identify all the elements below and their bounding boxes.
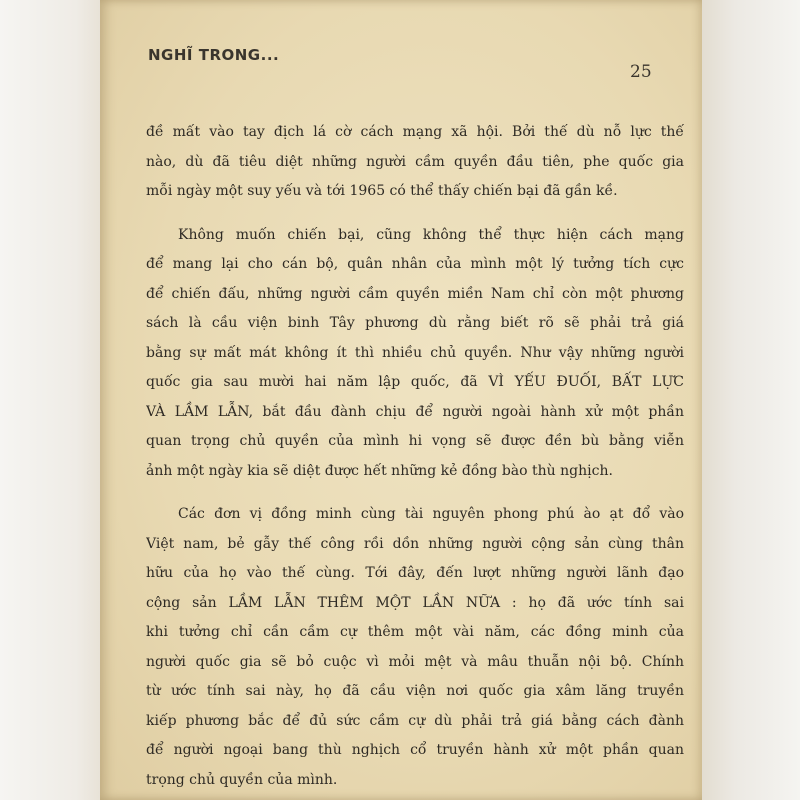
text-line: quốc gia sau mười hai năm lập quốc, đã VÌ YẾU ĐUỐI, BẤT LỰC [146,374,684,390]
text-line: mỗi ngày một suy yếu và tới 1965 có thể thấy chiến bại đã gần kề. [146,183,618,199]
text-line: quan trọng chủ quyền của mình hi vọng sẽ được đền bù bằng viễn [146,433,684,449]
text-line: để người ngoại bang thù nghịch cổ truyền hành xử một phần quan [146,742,684,758]
text-line: khi tưởng chỉ cần cầm cự thêm một vài năm, các đồng minh của [146,624,684,640]
text-line: từ ước tính sai này, họ đã cầu viện nơi quốc gia xâm lăng truyền [146,683,684,699]
book-page [100,0,702,800]
paragraph-gap [146,486,684,500]
text-line: Không muốn chiến bại, cũng không thể thực hiện cách mạng [178,226,684,243]
text-line: Các đơn vị đồng minh cùng tài nguyên phong phú ào ạt đổ vào [178,506,684,522]
paragraph-3 [146,500,684,795]
text-line: nào, dù đã tiêu diệt những người cầm quyền đầu tiên, phe quốc gia [146,153,684,170]
text-line: để mang lại cho cán bộ, quân nhân của mình một lý tưởng tích cực [146,256,684,272]
text-line: người quốc gia sẽ bỏ cuộc vì mỏi mệt và mâu thuẫn nội bộ. Chính [146,653,684,670]
text-line: hữu của họ vào thế cùng. Tới đây, đến lượt những người lãnh đạo [146,565,684,581]
text-line: trọng chủ quyền của mình. [146,771,338,788]
paragraph-2 [146,221,684,487]
text-line: cộng sản LẦM LẪN THÊM MỘT LẦN NỮA : họ đã ước tính sai [146,594,684,611]
paragraph-gap [146,207,684,221]
page-number: 25 [630,62,652,82]
left-backdrop [0,0,108,800]
right-backdrop [700,0,800,800]
text-line: Việt nam, bẻ gẫy thế công rồi dồn những người cộng sản cùng thân [146,535,684,552]
text-line: VÀ LẦM LẪN, bắt đầu đành chịu để người ngoài hành xử một phần [146,403,684,420]
text-line: đề mất vào tay địch lá cờ cách mạng xã hội. Bởi thế dù nỗ lực thế [146,124,684,140]
paragraph-1 [146,118,684,207]
text-line: sách là cầu viện binh Tây phương dù rằng biết rõ sẽ phải trả giá [146,315,684,331]
text-line: ảnh một ngày kia sẽ diệt được hết những kẻ đồng bào thù nghịch. [146,462,613,479]
text-line: để chiến đấu, những người cầm quyền miền Nam chỉ còn một phương [146,285,684,302]
body-text [146,118,684,795]
text-line: kiếp phương bắc để đủ sức cầm cự dù phải trả giá bằng cách đành [146,712,684,729]
text-line: bằng sự mất mát không ít thì nhiều chủ quyền. Như vậy những người [146,344,684,361]
running-head: NGHĨ TRONG... [148,46,280,64]
